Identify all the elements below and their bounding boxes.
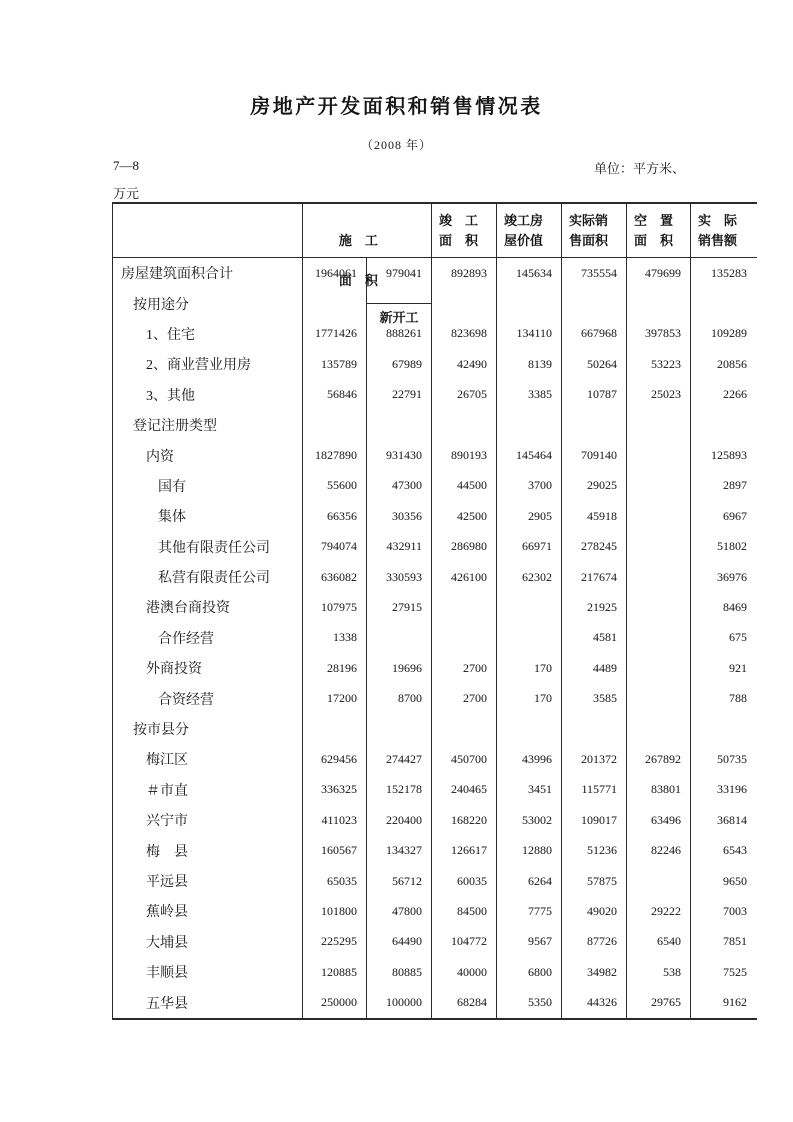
data-cell: 17200 (303, 683, 367, 713)
row-label: 平远县 (113, 866, 303, 896)
table-row (113, 623, 757, 653)
data-cell: 67989 (367, 349, 432, 379)
data-cell: 68284 (432, 987, 497, 1017)
data-cell (562, 410, 627, 440)
data-cell: 10787 (562, 380, 627, 410)
data-cell: 6540 (627, 927, 691, 957)
unit-label: 单位：平方米、 (593, 161, 685, 176)
data-cell (367, 623, 432, 653)
data-cell (562, 714, 627, 744)
data-cell: 145634 (497, 258, 562, 288)
data-cell (432, 623, 497, 653)
column-header-construction-line2: 面 积 (338, 273, 378, 288)
data-cell: 126617 (432, 835, 497, 865)
unit-label-continued: 万元 (113, 186, 140, 201)
data-cell: 44326 (562, 987, 627, 1017)
data-cell: 709140 (562, 440, 627, 470)
data-cell: 794074 (303, 532, 367, 562)
data-cell: 979041 (367, 258, 432, 288)
column-header-sold-area-line2: 售面积 (569, 233, 609, 248)
data-cell: 3585 (562, 683, 627, 713)
data-cell (691, 410, 756, 440)
data-cell: 336325 (303, 775, 367, 805)
table-row (113, 835, 757, 865)
data-cell: 42490 (432, 349, 497, 379)
data-cell: 53002 (497, 805, 562, 835)
column-header-sales-amount-line2: 销售额 (698, 233, 738, 248)
data-cell: 7851 (723, 934, 747, 949)
row-label: ＃市直 (113, 775, 303, 805)
row-label: 房屋建筑面积合计 (113, 258, 303, 288)
data-cell: 25023 (627, 380, 691, 410)
page-subtitle: （2008 年） (360, 138, 432, 152)
data-cell (627, 653, 691, 683)
data-cell (627, 592, 691, 622)
data-cell (562, 288, 627, 318)
data-cell (497, 623, 562, 653)
data-cell: 1827890 (303, 440, 367, 470)
data-table (112, 202, 757, 1020)
data-cell: 675 (729, 630, 747, 645)
data-cell: 125893 (711, 448, 747, 463)
data-cell: 64490 (367, 927, 432, 957)
row-label: 合作经营 (113, 623, 303, 653)
column-header-completed-value-line2: 屋价值 (504, 233, 544, 248)
row-label: 丰顺县 (113, 957, 303, 987)
column-header-vacant-line1: 空 置 (634, 213, 674, 228)
column-header-completed-line1: 竣 工 (439, 213, 479, 228)
data-cell: 8139 (497, 349, 562, 379)
data-cell: 1771426 (303, 319, 367, 349)
data-cell: 134110 (497, 319, 562, 349)
data-cell: 2905 (497, 501, 562, 531)
data-cell: 66971 (497, 532, 562, 562)
data-cell: 47800 (367, 896, 432, 926)
data-cell: 19696 (367, 653, 432, 683)
data-cell: 28196 (303, 653, 367, 683)
data-cell: 12880 (497, 835, 562, 865)
data-cell: 1338 (303, 623, 367, 653)
data-cell: 4489 (562, 653, 627, 683)
data-cell: 63496 (627, 805, 691, 835)
data-cell: 20856 (717, 356, 747, 371)
data-cell (627, 683, 691, 713)
data-cell: 87726 (562, 927, 627, 957)
table-number: 7—8 (113, 158, 139, 173)
table-row (113, 592, 757, 622)
data-cell: 109289 (711, 326, 747, 341)
data-cell: 109017 (562, 805, 627, 835)
data-cell: 53223 (627, 349, 691, 379)
data-cell: 8700 (367, 683, 432, 713)
data-cell: 735554 (562, 258, 627, 288)
data-cell: 170 (497, 653, 562, 683)
data-cell: 56846 (303, 380, 367, 410)
table-row (113, 562, 757, 592)
data-cell: 34982 (562, 957, 627, 987)
table-row (113, 714, 757, 744)
data-cell: 4581 (562, 623, 627, 653)
data-cell (303, 714, 367, 744)
data-cell (627, 471, 691, 501)
data-cell: 30356 (367, 501, 432, 531)
data-cell: 2897 (723, 478, 747, 493)
data-cell: 667968 (562, 319, 627, 349)
column-header-construction-area (303, 204, 432, 331)
data-cell: 66356 (303, 501, 367, 531)
data-cell: 36814 (717, 812, 747, 827)
row-label: 外商投资 (113, 653, 303, 683)
data-cell: 26705 (432, 380, 497, 410)
data-cell: 201372 (562, 744, 627, 774)
data-cell: 3451 (497, 775, 562, 805)
data-cell: 1964061 (303, 258, 367, 288)
data-cell: 80885 (367, 957, 432, 987)
data-cell: 267892 (627, 744, 691, 774)
data-cell: 104772 (432, 927, 497, 957)
table-row (113, 319, 757, 349)
row-label: 按市县分 (113, 714, 303, 744)
data-cell: 2266 (723, 387, 747, 402)
data-cell (432, 714, 497, 744)
table-row (113, 653, 757, 683)
data-cell: 145464 (497, 440, 562, 470)
data-cell: 33196 (717, 782, 747, 797)
data-cell (627, 288, 691, 318)
table-row (113, 805, 757, 835)
data-cell: 7525 (723, 964, 747, 979)
data-cell: 83801 (627, 775, 691, 805)
data-cell (627, 410, 691, 440)
column-header-completed-value-line1: 竣工房 (504, 213, 544, 228)
data-cell: 40000 (432, 957, 497, 987)
data-cell: 100000 (367, 987, 432, 1017)
data-cell: 120885 (303, 957, 367, 987)
row-label: 私营有限责任公司 (113, 562, 303, 592)
table-row (113, 471, 757, 501)
data-cell: 888261 (367, 319, 432, 349)
table-row (113, 744, 757, 774)
data-cell: 411023 (303, 805, 367, 835)
data-cell: 330593 (367, 562, 432, 592)
data-cell: 160567 (303, 835, 367, 865)
column-header-completed-line2: 面 积 (439, 233, 479, 248)
data-cell: 432911 (367, 532, 432, 562)
row-label: 大埔县 (113, 927, 303, 957)
row-label: 蕉岭县 (113, 896, 303, 926)
data-cell: 6967 (723, 508, 747, 523)
row-label: 按用途分 (113, 288, 303, 318)
data-cell: 152178 (367, 775, 432, 805)
data-cell (691, 288, 756, 318)
data-cell: 56712 (367, 866, 432, 896)
data-cell (627, 501, 691, 531)
data-cell: 47300 (367, 471, 432, 501)
row-label: 港澳台商投资 (113, 592, 303, 622)
data-cell: 479699 (627, 258, 691, 288)
table-row (113, 501, 757, 531)
data-cell (303, 410, 367, 440)
data-cell: 168220 (432, 805, 497, 835)
data-cell: 107975 (303, 592, 367, 622)
data-cell: 62302 (497, 562, 562, 592)
row-label: 梅 县 (113, 835, 303, 865)
table-row (113, 957, 757, 987)
data-cell: 170 (497, 683, 562, 713)
data-cell: 9567 (497, 927, 562, 957)
data-cell: 29025 (562, 471, 627, 501)
data-cell: 27915 (367, 592, 432, 622)
data-cell (497, 714, 562, 744)
data-cell: 2700 (432, 683, 497, 713)
data-cell (497, 592, 562, 622)
data-cell (367, 410, 432, 440)
data-cell: 51236 (562, 835, 627, 865)
data-cell (432, 288, 497, 318)
data-cell (691, 714, 756, 744)
data-cell: 29222 (627, 896, 691, 926)
data-cell: 788 (729, 691, 747, 706)
row-label: 五华县 (113, 987, 303, 1017)
data-cell: 7775 (497, 896, 562, 926)
data-cell (627, 623, 691, 653)
row-label: 梅江区 (113, 744, 303, 774)
data-cell: 538 (627, 957, 691, 987)
row-label: 3、其他 (113, 380, 303, 410)
table-row (113, 775, 757, 805)
row-label: 国有 (113, 471, 303, 501)
data-cell: 50735 (717, 751, 747, 766)
data-cell: 426100 (432, 562, 497, 592)
data-cell: 6800 (497, 957, 562, 987)
table-row (113, 380, 757, 410)
data-cell (627, 714, 691, 744)
data-cell: 890193 (432, 440, 497, 470)
data-cell: 450700 (432, 744, 497, 774)
data-cell: 84500 (432, 896, 497, 926)
data-cell: 50264 (562, 349, 627, 379)
data-cell: 21925 (562, 592, 627, 622)
data-cell: 5350 (497, 987, 562, 1017)
data-cell: 2700 (432, 653, 497, 683)
data-cell: 6264 (497, 866, 562, 896)
data-cell: 45918 (562, 501, 627, 531)
data-cell: 397853 (627, 319, 691, 349)
table-row (113, 288, 757, 318)
meta-line (113, 158, 685, 177)
data-cell (497, 288, 562, 318)
column-header-construction-line1: 施 工 (338, 233, 378, 248)
data-cell: 217674 (562, 562, 627, 592)
data-cell: 60035 (432, 866, 497, 896)
data-cell: 629456 (303, 744, 367, 774)
data-cell: 51802 (717, 539, 747, 554)
data-cell (627, 562, 691, 592)
data-cell: 22791 (367, 380, 432, 410)
data-cell (497, 410, 562, 440)
data-cell: 55600 (303, 471, 367, 501)
page-title: 房地产开发面积和销售情况表 (250, 96, 543, 118)
data-cell: 931430 (367, 440, 432, 470)
table-row (113, 440, 757, 470)
row-label: 合资经营 (113, 683, 303, 713)
data-cell: 101800 (303, 896, 367, 926)
table-row (113, 532, 757, 562)
data-cell: 278245 (562, 532, 627, 562)
row-label: 1、住宅 (113, 319, 303, 349)
data-cell: 135789 (303, 349, 367, 379)
data-cell: 220400 (367, 805, 432, 835)
data-cell: 43996 (497, 744, 562, 774)
data-cell (432, 410, 497, 440)
data-cell: 3385 (497, 380, 562, 410)
table-body (113, 258, 757, 1018)
table-row (113, 258, 757, 288)
data-cell: 135283 (711, 265, 747, 280)
row-label: 集体 (113, 501, 303, 531)
table-row (113, 896, 757, 926)
data-cell: 240465 (432, 775, 497, 805)
data-cell: 9650 (723, 873, 747, 888)
data-cell: 29765 (627, 987, 691, 1017)
data-cell: 36976 (717, 569, 747, 584)
data-cell: 9162 (723, 995, 747, 1010)
table-row (113, 866, 757, 896)
row-label: 其他有限责任公司 (113, 532, 303, 562)
data-cell: 823698 (432, 319, 497, 349)
table-row (113, 410, 757, 440)
data-cell: 274427 (367, 744, 432, 774)
data-cell: 44500 (432, 471, 497, 501)
data-cell: 134327 (367, 835, 432, 865)
table-row (113, 683, 757, 713)
data-cell: 7003 (723, 903, 747, 918)
data-cell: 892893 (432, 258, 497, 288)
table-row (113, 927, 757, 957)
row-label: 兴宁市 (113, 805, 303, 835)
row-label: 登记注册类型 (113, 410, 303, 440)
data-cell (627, 866, 691, 896)
column-header-vacant-line2: 面 积 (634, 233, 674, 248)
table-row (113, 987, 757, 1017)
column-header-sales-amount-line1: 实 际 (698, 213, 738, 228)
data-cell: 286980 (432, 532, 497, 562)
data-cell: 636082 (303, 562, 367, 592)
data-cell: 49020 (562, 896, 627, 926)
data-cell: 65035 (303, 866, 367, 896)
data-cell (367, 714, 432, 744)
data-cell: 250000 (303, 987, 367, 1017)
data-cell: 115771 (562, 775, 627, 805)
table-row (113, 349, 757, 379)
data-cell: 57875 (562, 866, 627, 896)
column-header-sold-area-line1: 实际销 (569, 213, 609, 228)
data-cell: 42500 (432, 501, 497, 531)
data-cell: 8469 (723, 599, 747, 614)
data-cell: 921 (729, 660, 747, 675)
row-label: 2、商业营业用房 (113, 349, 303, 379)
data-cell (627, 440, 691, 470)
data-cell: 3700 (497, 471, 562, 501)
data-cell: 82246 (627, 835, 691, 865)
data-cell (432, 592, 497, 622)
column-header-new-start: 新开工 (366, 303, 431, 331)
data-cell (627, 532, 691, 562)
data-cell: 225295 (303, 927, 367, 957)
data-cell: 6543 (723, 843, 747, 858)
row-label: 内资 (113, 440, 303, 470)
